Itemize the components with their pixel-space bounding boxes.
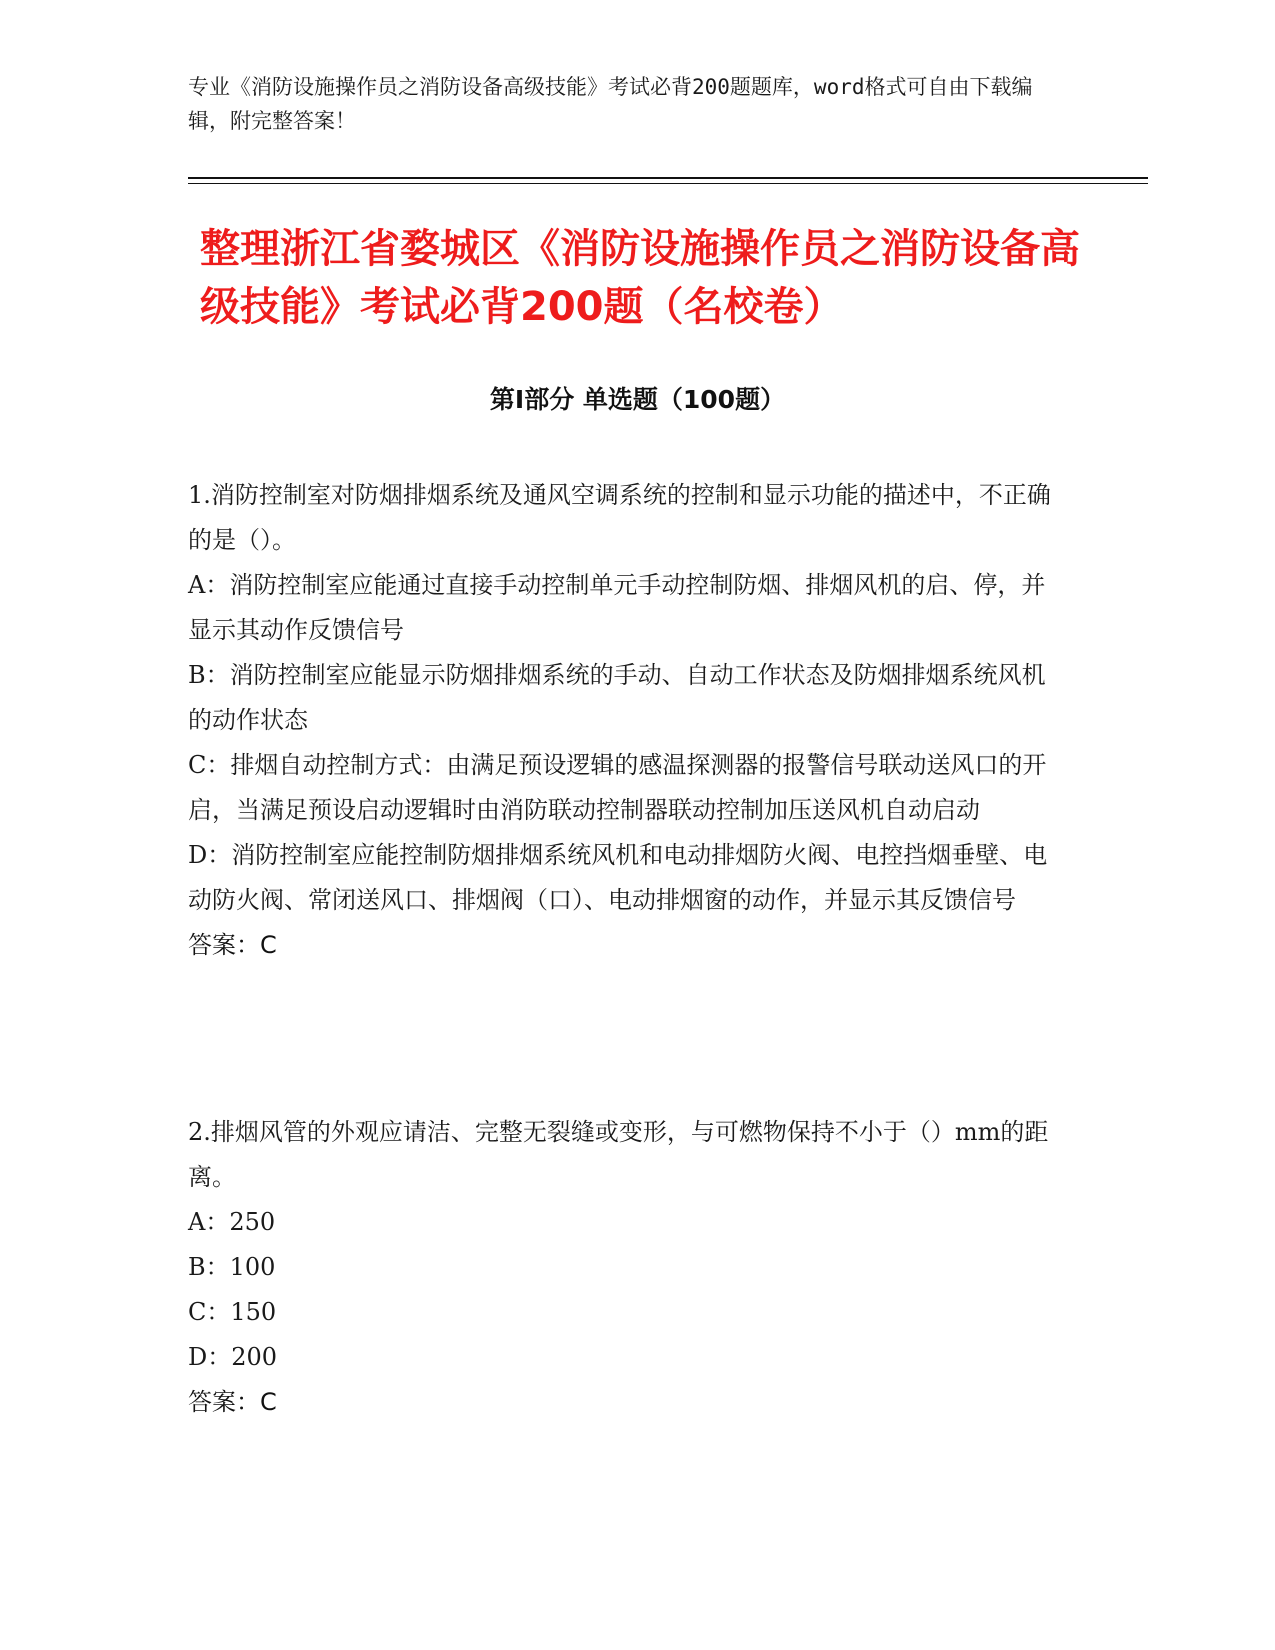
header-divider-thin	[188, 183, 1148, 184]
header-note: 专业《消防设施操作员之消防设备高级技能》考试必背200题题库，word格式可自由下载编辑，附完整答案！	[188, 75, 1033, 133]
section-title: 第Ⅰ部分 单选题（100题）	[489, 385, 786, 414]
question-stem: 2.排烟风管的外观应请洁、完整无裂缝或变形，与可燃物保持不小于（）mm的距离。	[188, 1118, 1049, 1191]
answer-label: 答案：C	[188, 1388, 277, 1416]
option-d: D：200	[188, 1343, 278, 1371]
option-d: D：消防控制室应能控制防烟排烟系统风机和电动排烟防火阀、电控挡烟垂壁、电动防火阀、常闭送风口、排烟阀（口）、电动排烟窗的动作，并显示其反馈信号	[188, 841, 1048, 914]
document-title: 整理浙江省婺城区《消防设施操作员之消防设备高级技能》考试必背200题（名校卷）	[200, 226, 1080, 330]
option-a: A：消防控制室应能通过直接手动控制单元手动控制防烟、排烟风机的启、停，并显示其动作反馈信号	[188, 571, 1046, 644]
question-2	[188, 1110, 1068, 1425]
header-divider-thick	[188, 177, 1148, 179]
option-a: A：250	[188, 1208, 276, 1236]
option-b: B：100	[188, 1253, 276, 1281]
option-c: C：排烟自动控制方式：由满足预设逻辑的感温探测器的报警信号联动送风口的开启，当满足预设启动逻辑时由消防联动控制器联动控制加压送风机自动启动	[188, 751, 1047, 824]
answer-label: 答案：C	[188, 931, 277, 959]
option-c: C：150	[188, 1298, 277, 1326]
question-stem: 1.消防控制室对防烟排烟系统及通风空调系统的控制和显示功能的描述中，不正确的是（）。	[188, 481, 1051, 554]
option-b: B：消防控制室应能显示防烟排烟系统的手动、自动工作状态及防烟排烟系统风机的动作状态	[188, 661, 1046, 734]
question-1	[188, 473, 1068, 968]
